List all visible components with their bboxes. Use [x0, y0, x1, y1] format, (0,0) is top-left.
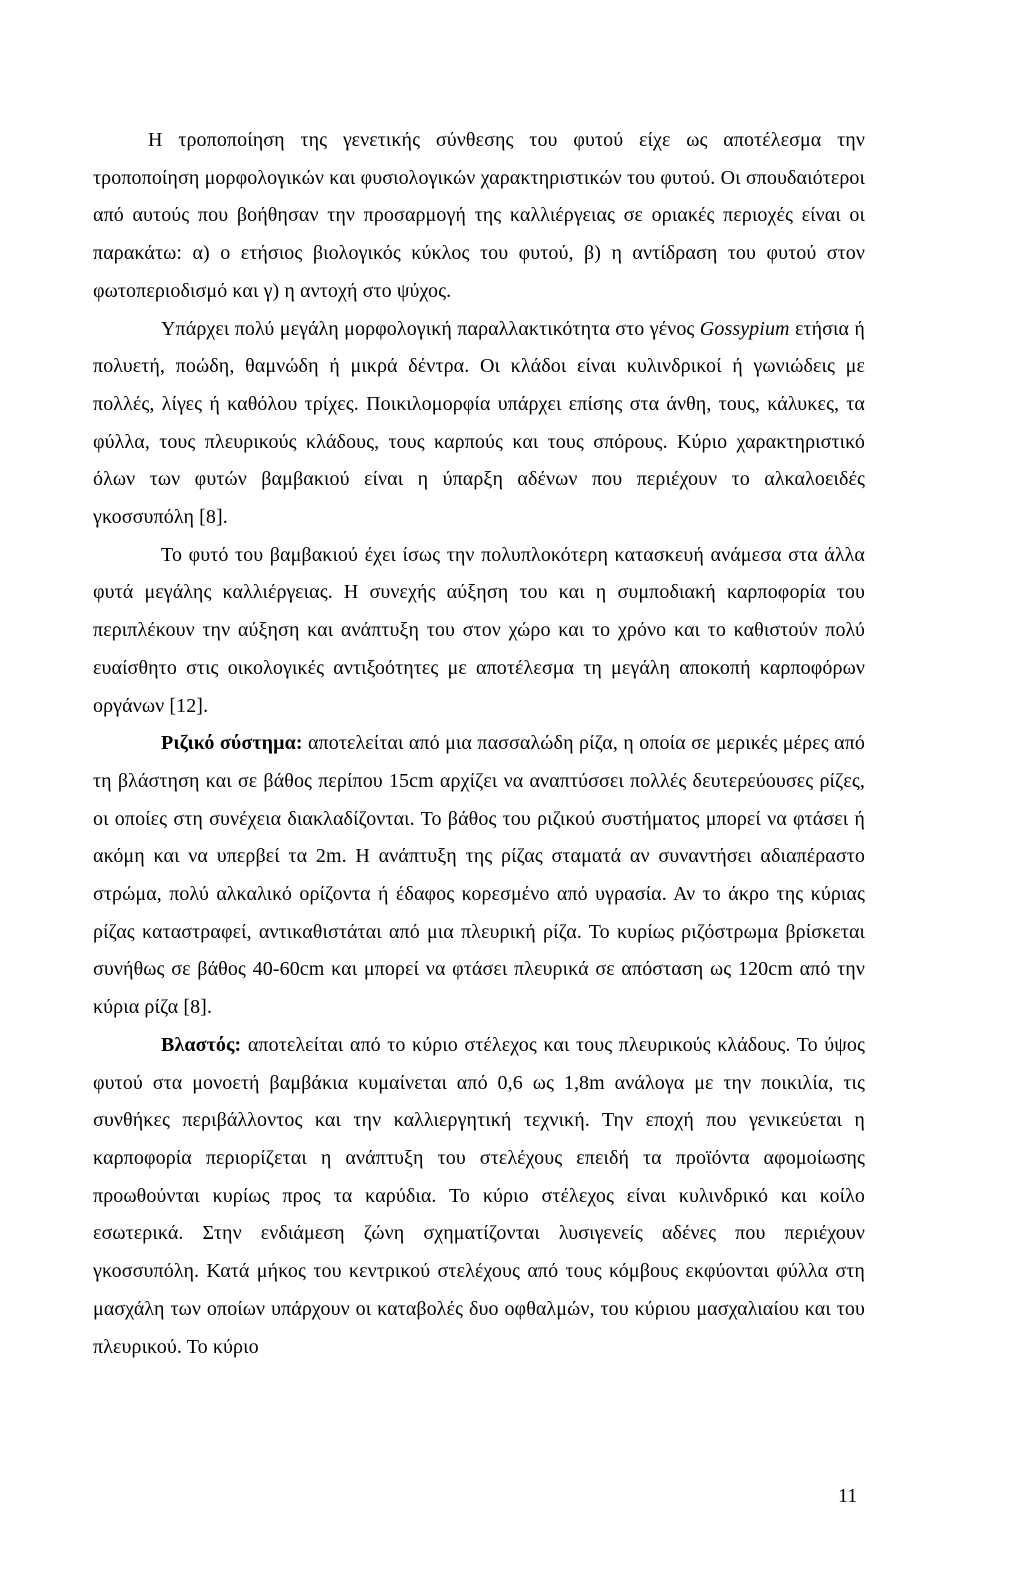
section-heading-root-system: Ριζικό σύστημα: [161, 732, 303, 755]
paragraph-text: αποτελείται από μια πασσαλώδη ρίζα, η οποία σε μερικές μέρες από τη βλάστηση και σε βάθος περίπου 15cm αρχίζει να αναπτύσσει πολλές δευτερεύουσες ρίζες, οι οποίες στη συνέχεια διακλαδίζονται. Το βάθος του ριζικού συστήματος μπορεί να φτάσει ή ακόμη και να υπερβεί τα 2m. Η ανάπτυξη της ρίζας σταματά αν συναντήσει αδιαπέραστο στρώμα, πολύ αλκαλικό ορίζοντα ή έδαφος κορεσμένο από υγρασία. Αν το άκρο της κύριας ρίζας καταστραφεί, αντικαθιστάται από μια πλευρική ρίζα. Το κυρίως ριζόστρωμα βρίσκεται συνήθως σε βάθος 40-60cm και μπορεί να φτάσει πλευρικά σε απόσταση ως 120cm από την κύρια ρίζα [8]. [93, 732, 865, 1019]
body-text [93, 122, 865, 1366]
paragraph-text: Η τροποποίηση της γενετικής σύνθεσης του φυτού είχε ως αποτέλεσμα την τροποποίηση μορφολογικών και φυσιολογικών χαρακτηριστικών του φυτού. Οι σπουδαιότεροι από αυτούς που βοήθησαν την προσαρμογή της καλλιέργειας σε οριακές περιοχές είναι οι παρακάτω: α) ο ετήσιος βιολογικός κύκλος του φυτού, β) η αντίδραση του φυτού στον φωτοπεριοδισμό και γ) η αντοχή στο ψύχος. [93, 129, 865, 302]
section-heading-stem: Βλαστός: [161, 1033, 242, 1056]
paragraph-text: Υπάρχει πολύ μεγάλη μορφολογική παραλλακτικότητα στο γένος [161, 317, 700, 340]
paragraph-genetic-modification [93, 122, 865, 311]
page-number: 11 [838, 1485, 858, 1507]
paragraph-stem [93, 1027, 865, 1366]
genus-name: Gossypium [699, 317, 790, 340]
paragraph-plant-structure [93, 537, 865, 726]
paragraph-text: Το φυτό του βαμβακιού έχει ίσως την πολυπλοκότερη κατασκευή ανάμεσα στα άλλα φυτά μεγάλης καλλιέργειας. Η συνεχής αύξηση του και η συμποδιακή καρποφορία του περιπλέκουν την αύξηση και ανάπτυξη του στον χώρο και το χρόνο και το καθιστούν πολύ ευαίσθητο στις οικολογικές αντιξοότητες με αποτέλεσμα τη μεγάλη αποκοπή καρποφόρων οργάνων [12]. [93, 543, 865, 717]
paragraph-root-system [93, 725, 865, 1027]
paragraph-morphological-variability [93, 311, 865, 537]
paragraph-text: αποτελείται από το κύριο στέλεχος και τους πλευρικούς κλάδους. Το ύψος φυτού στα μονοετή βαμβάκια κυμαίνεται από 0,6 ως 1,8m ανάλογα με την ποικιλία, τις συνθήκες περιβάλλοντος και την καλλιεργητική τεχνική. Την εποχή που γενικεύεται η καρποφορία περιορίζεται η ανάπτυξη του στελέχους επειδή τα προϊόντα αφομοίωσης προωθούνται κυρίως προς τα καρύδια. Το κύριο στέλεχος είναι κυλινδρικό και κοίλο εσωτερικά. Στην ενδιάμεση ζώνη σχηματίζονται λυσιγενείς αδένες που περιέχουν γκοσσυπόλη. Κατά μήκος του κεντρικού στελέχους από τους κόμβους εκφύονται φύλλα στη μασχάλη των οποίων υπάρχουν οι καταβολές δυο οφθαλμών, του κύριου μασχαλιαίου και του πλευρικού. Το κύριο [93, 1033, 865, 1358]
paragraph-text: ετήσια ή πολυετή, ποώδη, θαμνώδη ή μικρά δέντρα. Οι κλάδοι είναι κυλινδρικοί ή γωνιώδεις με πολλές, λίγες ή καθόλου τρίχες. Ποικιλομορφία υπάρχει επίσης στα άνθη, τους, κάλυκες, τα φύλλα, τους πλευρικούς κλάδους, τους καρπούς και τους σπόρους. Κύριο χαρακτηριστικό όλων των φυτών βαμβακιού είναι η ύπαρξη αδένων που περιέχουν το αλκαλοειδές γκοσσυπόλη [8]. [93, 317, 865, 529]
